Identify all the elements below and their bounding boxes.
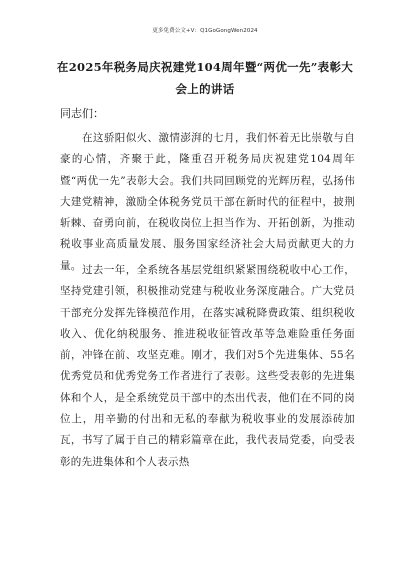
header-note: 更多免费公文+V：Q1GoGongWen2024 [152,28,258,34]
paragraph: 在这骄阳似火、激情澎湃的七月，我们怀着无比崇敬与自豪的心情，齐聚于此，隆重召开税务局庆祝建党104周年暨“两优一先”表彰大会。我们共同回顾党的光辉历程，弘扬伟大建党精神，激励全体税务党员干部在新时代的征程中，披荆斩棘、奋勇向前，在税收岗位上担当作为、开拓创新，为推动税收事业高质量发展、服务国家经济社会大局贡献更大的力量。 [60,132,355,272]
paragraph: 过去一年，全系统各基层党组织紧紧围绕税收中心工作，坚持党建引领，积极推动党建与税收业务深度融合。广大党员干部充分发挥先锋模范作用，在落实减税降费政策、组织税收收入、优化纳税服务、推进税收征管改革等急难险重任务面前，冲锋在前、攻坚克难。刚才，我们对5个先进集体、55名优秀党员和优秀党务工作者进行了表彰。这些受表彰的先进集体和个人，是全系统党员干部中的杰出代表，他们在不同的岗位上，用辛勤的付出和无私的奉献为税收事业的发展添砖加瓦，书写了属于自己的精彩篇章在此，我代表局党委，向受表彰的先进集体和个人表示热 [60,264,355,468]
salutation: 同志们： [60,107,104,120]
speech-title: 在2025年税务局庆祝建党104周年暨“两优一先”表彰大会上的讲话 [56,60,354,96]
